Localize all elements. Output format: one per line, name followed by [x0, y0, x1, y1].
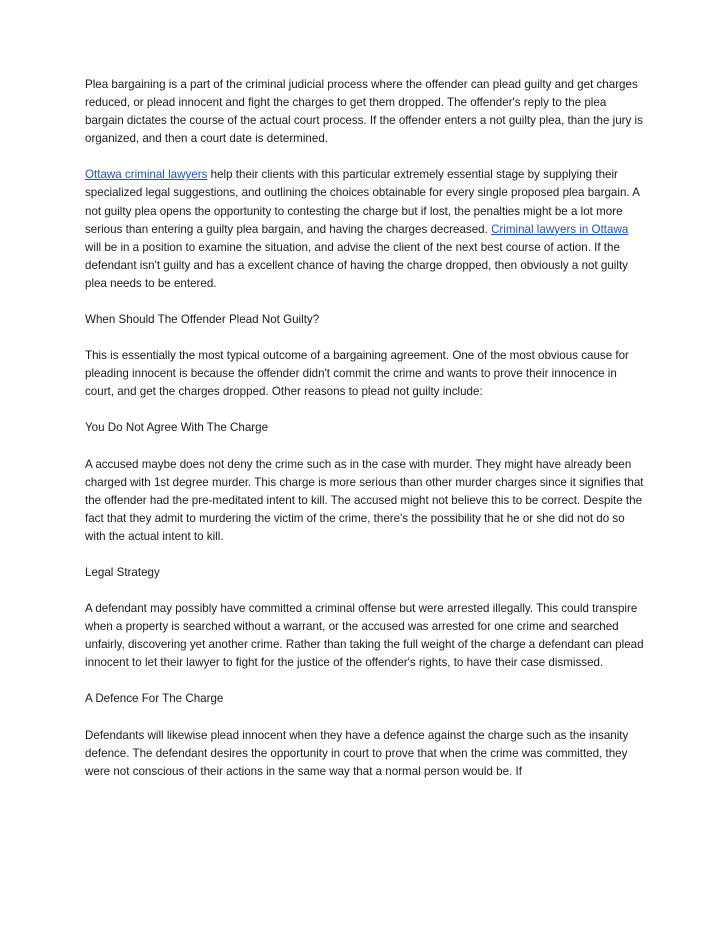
spacer [85, 401, 645, 419]
heading-plead-not-guilty: When Should The Offender Plead Not Guilty? [85, 313, 320, 327]
paragraph-lawyers-text-1: help their clients with this particular extremely essential stage by supplying their specialized legal suggestions, and outlining the choices obtainable for every single proposed plea bargain. A not guilty plea opens the opportunity to contesting the charge but if lost, the penalties might be a lot more serious than entering a guilty plea bargain, and having the charges decreased. [85, 168, 640, 236]
spacer [85, 148, 645, 166]
paragraph-typical-outcome: This is essentially the most typical outcome of a bargaining agreement. One of the most obvious cause for pleading innocent is because the offender didn't commit the crime and wants to prove their innocence in court, and get the charges dropped. Other reasons to plead not guilty include: [85, 349, 629, 399]
spacer [85, 546, 645, 564]
spacer [85, 293, 645, 311]
paragraph-insanity-defence: Defendants will likewise plead innocent when they have a defence against the charge such as the insanity defence. The defendant desires the opportunity in court to prove that when the crime was committed, they were not conscious of their actions in the same way that a normal person would be. If [85, 728, 629, 778]
spacer [85, 329, 645, 347]
paragraph-intro: Plea bargaining is a part of the criminal judicial process where the offender can plead guilty and get charges reduced, or plead innocent and fight the charges to get them dropped. The offender's reply to the plea bargain dictates the course of the actual court process. If the offender enters a not guilty plea, than the jury is organized, and then a court date is determined. [85, 78, 643, 146]
spacer [85, 709, 645, 727]
paragraph-lawyers [85, 166, 645, 293]
spacer [85, 672, 645, 690]
spacer [85, 582, 645, 600]
heading-defence: A Defence For The Charge [85, 692, 224, 706]
paragraph-illegal-arrest: A defendant may possibly have committed a criminal offense but were arrested illegally. This could transpire when a property is searched without a warrant, or the accused was arrested for one crime and searched unfairly, discovering yet another crime. Rather than taking the full weight of the charge a defendant can plead innocent to let their lawyer to fight for the justice of the offender's rights, to have their case dismissed. [85, 602, 644, 670]
criminal-lawyers-in-ottawa-link[interactable]: Criminal lawyers in Ottawa [491, 222, 629, 236]
paragraph-lawyers-text-2: will be in a position to examine the situation, and advise the client of the next best course of action. If the defendant isn't guilty and has a excellent chance of having the charge dropped, then obviously a not guilty plea needs to be entered. [85, 240, 628, 290]
paragraph-murder-charge: A accused maybe does not deny the crime such as in the case with murder. They might have already been charged with 1st degree murder. This charge is more serious than other murder charges since it signifies that the offender had the pre-meditated intent to kill. The accused might not believe this to be correct. Despite the fact that they admit to murdering the victim of the crime, there's the possibility that he or she did not do so with the actual intent to kill. [85, 457, 644, 543]
spacer [85, 438, 645, 456]
heading-legal-strategy: Legal Strategy [85, 565, 160, 579]
heading-disagree-charge: You Do Not Agree With The Charge [85, 421, 269, 435]
document-page [85, 76, 645, 781]
ottawa-criminal-lawyers-link[interactable]: Ottawa criminal lawyers [85, 168, 208, 182]
